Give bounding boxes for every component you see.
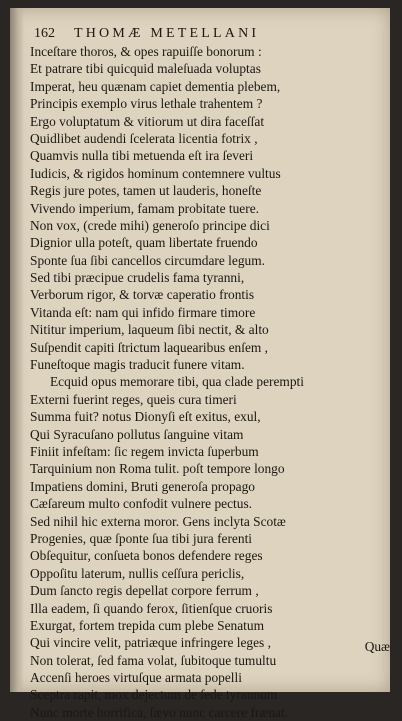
text-line: Funeſtoque magis traducit funere vitam. bbox=[30, 357, 245, 373]
text-line: Non vox, (crede mihi) generoſo principe dici bbox=[30, 217, 270, 233]
running-title: THOMÆ METELLANI bbox=[74, 26, 260, 41]
text-line: Cæſareum multo confodit vulnere pectus. bbox=[30, 496, 253, 512]
text-line: Imperat, heu quænam capiet dementia plebem, bbox=[30, 78, 281, 94]
page-gutter-shadow bbox=[10, 8, 24, 692]
text-line: Sponte ſua ſibi cancellos circumdare legum. bbox=[30, 252, 266, 268]
text-line: Nititur imperium, laqueum ſibi nectit, & alto bbox=[30, 322, 269, 338]
text-line: Verborum rigor, & torvæ caperatio frontis bbox=[30, 287, 255, 303]
text-line: Nunc morte horrifica, ſævo nunc carcere frænat. bbox=[30, 704, 289, 720]
text-line: Sed nihil hic externa moror. Gens inclyta Scotæ bbox=[30, 513, 286, 529]
text-line: Dignior ulla poteſt, quam libertate fruendo bbox=[30, 235, 258, 251]
text-line: Finiit infeſtam: ſic regem invicta ſuperbum bbox=[30, 443, 259, 459]
text-line: Progenies, quæ ſponte ſua tibi jura ferenti bbox=[30, 530, 253, 546]
text-line: Impatiens domini, Bruti generoſa propago bbox=[30, 478, 255, 494]
text-line: Suſpendit capiti ſtrictum laquearibus enſem , bbox=[30, 339, 268, 355]
page-number: 162 bbox=[34, 26, 55, 41]
text-line: Obſequitur, conſueta bonos defendere reges bbox=[30, 548, 263, 564]
text-line: Summa fuit? notus Dionyſi eſt exitus, exul, bbox=[30, 409, 261, 425]
text-line: Accenſi heroes virtuſque armata popelli bbox=[30, 670, 242, 686]
page-header bbox=[34, 24, 379, 44]
text-line: Dum ſancto regis depellat corpore ferrum , bbox=[30, 583, 259, 599]
text-line: Tarquinium non Roma tulit. poſt tempore longo bbox=[30, 461, 285, 477]
text-line: Regis jure potes, tamen ut lauderis, honeſte bbox=[30, 183, 262, 199]
text-line: Ecquid opus memorare tibi, qua clade perempti bbox=[50, 374, 304, 390]
text-line: Ergo voluptatum & vitiorum ut dira faceſſat bbox=[30, 113, 265, 129]
text-line: Et patrare tibi quicquid maleſuada voluptas bbox=[30, 61, 261, 77]
catchword: Quæ bbox=[364, 639, 390, 654]
text-line: Externi fuerint reges, queis cura timeri bbox=[30, 391, 237, 407]
text-line: Illa eadem, ſi quando ferox, ſitienſque cruoris bbox=[30, 600, 273, 616]
text-line: Quidlibet audendi ſcelerata licentia fotrix , bbox=[30, 130, 258, 146]
text-line: Sed tibi præcipue crudelis fama tyranni, bbox=[30, 270, 245, 286]
text-line: Vivendo imperium, famam probitate tuere. bbox=[30, 200, 259, 216]
poem-text bbox=[30, 43, 386, 721]
text-line: Non tolerat, ſed fama volat, ſubitoque tumultu bbox=[30, 652, 277, 668]
text-line: Sceptra rapit, mox dejectum de ſede tyrannum bbox=[30, 687, 278, 703]
text-line: Oppoſitu laterum, nullis ceſſura periclis, bbox=[30, 565, 245, 581]
text-line: Iudicis, & rigidos hominum contemnere vultus bbox=[30, 165, 281, 181]
text-line: Inceſtare thoros, & opes rapuiſſe bonorum : bbox=[30, 44, 262, 59]
text-line: Qui Syracuſano pollutus ſanguine vitam bbox=[30, 426, 244, 442]
text-line: Qui vincire velit, patriæque infringere leges , bbox=[30, 635, 271, 651]
text-line: Vitanda eſt: nam qui infido firmare timore bbox=[30, 304, 256, 320]
text-line: Exurgat, fortem trepida cum plebe Senatum bbox=[30, 617, 265, 633]
text-line: Principis exemplo virus lethale trahentem ? bbox=[30, 96, 263, 112]
text-line: Quamvis nulla tibi metuenda eſt ira ſeveri bbox=[30, 148, 254, 164]
